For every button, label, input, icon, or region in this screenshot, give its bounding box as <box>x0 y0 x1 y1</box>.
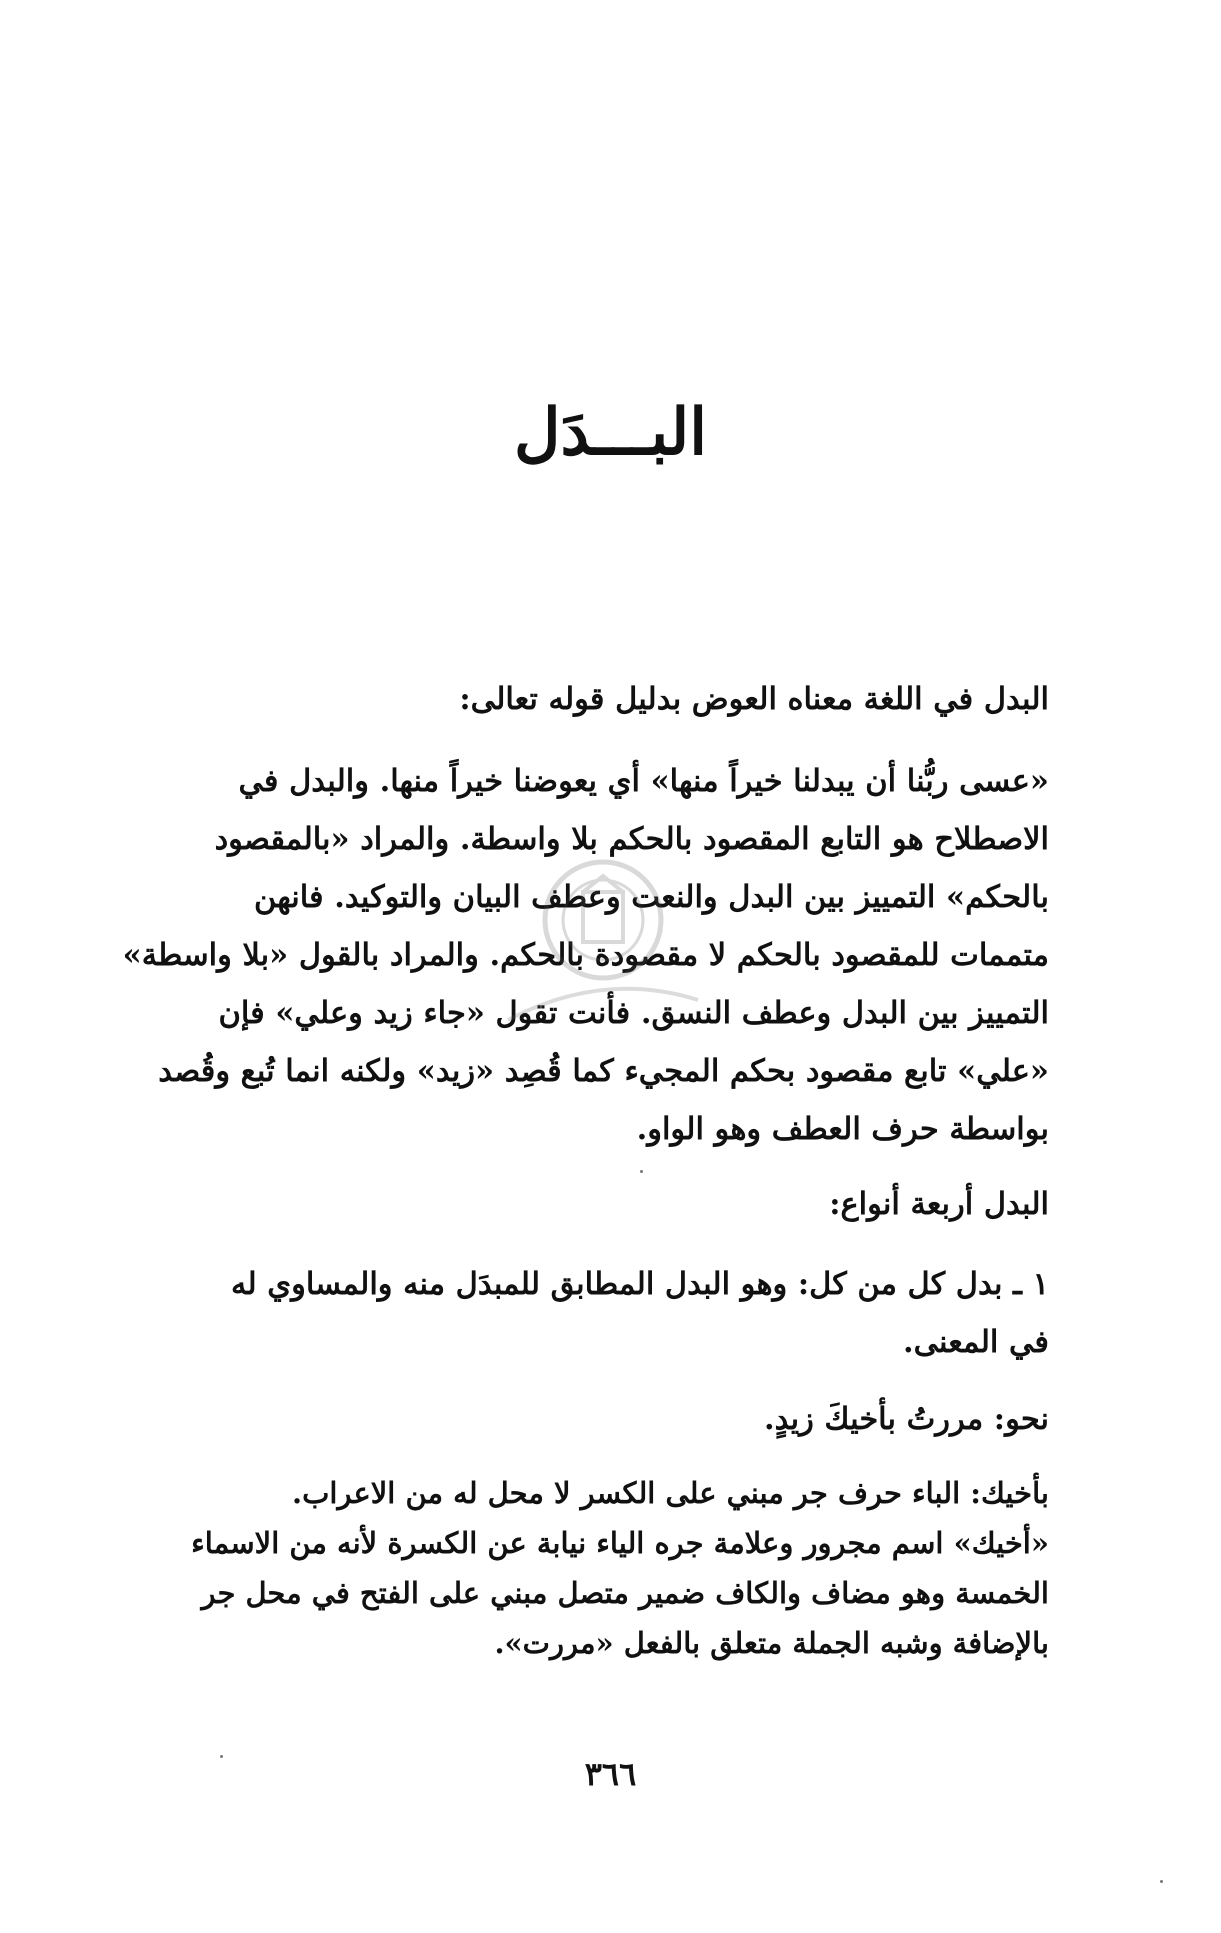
text-line: «علي» تابع مقصود بحكم المجيء كما قُصِد «زيد» ولكنه انما تُبع وقُصد <box>158 1053 1049 1089</box>
text-line: ١ ـ بدل كل من كل: وهو البدل المطابق للمبدَل منه والمساوي له <box>231 1266 1049 1302</box>
text-line: متممات للمقصود بالحكم لا مقصودة بالحكم. والمراد بالقول «بلا واسطة» <box>122 937 1049 973</box>
text-line: «عسى ربُّنا أن يبدلنا خيراً منها» أي يعوضنا خيراً منها. والبدل في <box>238 763 1049 799</box>
type-one-paragraph <box>109 1255 1049 1371</box>
intro-paragraph: البدل في اللغة معناه العوض بدليل قوله تعالى: <box>459 681 1049 717</box>
watermark-emblem-icon <box>498 850 708 1030</box>
text-line: في المعنى. <box>903 1324 1049 1360</box>
irab-paragraph <box>109 1468 1049 1668</box>
example-line: نحو: مررتُ بأخيكَ زيدٍ. <box>763 1401 1049 1437</box>
text-line: بالإضافة وشبه الجملة متعلق بالفعل «مررت». <box>494 1626 1049 1660</box>
text-line: التمييز بين البدل وعطف النسق. فأنت تقول «جاء زيد وعلي» فإن <box>218 995 1049 1031</box>
text-line: بأخيك: الباء حرف جر مبني على الكسر لا محل له من الاعراب. <box>292 1476 1049 1510</box>
scan-speck <box>640 1170 643 1173</box>
page-number: ٣٦٦ <box>584 1755 637 1793</box>
chapter-title: البـــدَل <box>514 395 707 470</box>
text-line: «أخيك» اسم مجرور وعلامة جره الياء نيابة عن الكسرة لأنه من الاسماء <box>191 1526 1049 1560</box>
scan-speck <box>220 1755 223 1758</box>
text-line: الاصطلاح هو التابع المقصود بالحكم بلا واسطة. والمراد «بالمقصود <box>214 821 1049 857</box>
text-line: بالحكم» التمييز بين البدل والنعت وعطف البيان والتوكيد. فانهن <box>254 879 1049 915</box>
scan-speck <box>1160 1880 1163 1883</box>
types-heading: البدل أربعة أنواع: <box>829 1186 1049 1222</box>
text-line: الخمسة وهو مضاف والكاف ضمير متصل مبني على الفتح في محل جر <box>201 1576 1049 1610</box>
text-line: بواسطة حرف العطف وهو الواو. <box>636 1111 1049 1147</box>
